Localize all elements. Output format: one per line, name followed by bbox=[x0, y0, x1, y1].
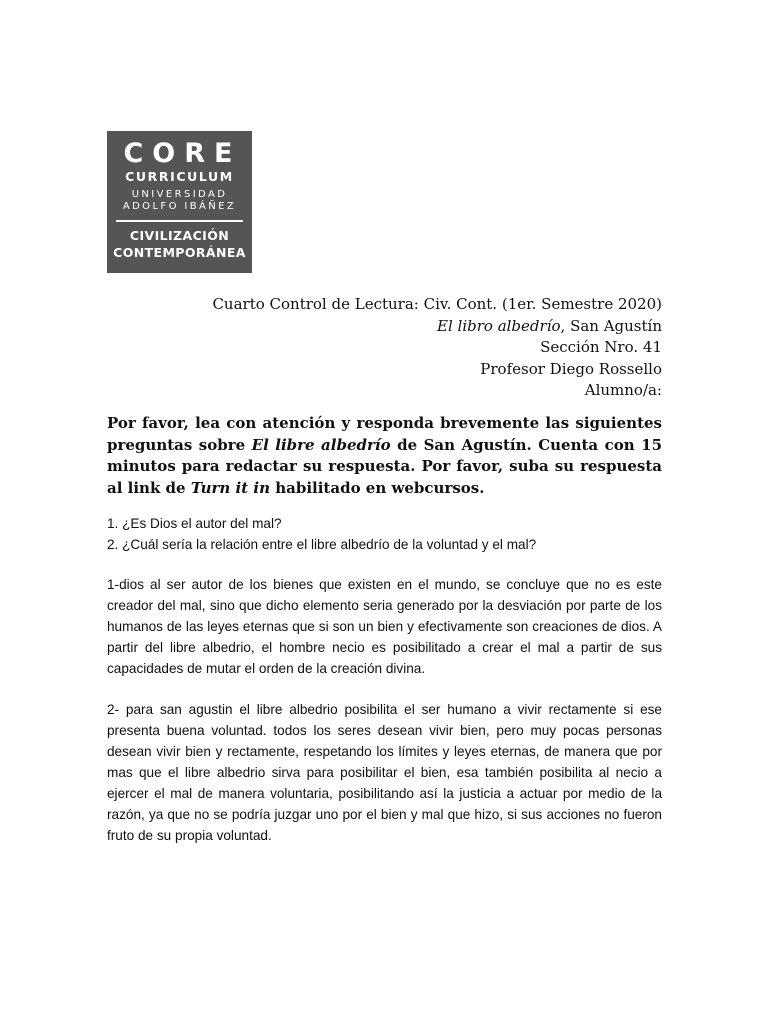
instructions-text-1: Por favor, lea con atención y responda brevemente las siguientes preguntas sobre bbox=[107, 414, 662, 454]
header-book bbox=[212, 316, 662, 338]
logo-curriculum-text: CURRICULUM bbox=[125, 169, 234, 184]
header-professor: Profesor Diego Rossello bbox=[480, 359, 662, 378]
instructions-turnitin: Turn it in bbox=[190, 478, 270, 497]
instructions bbox=[107, 413, 662, 499]
questions-list bbox=[107, 513, 667, 555]
logo-university-text: UNIVERSIDAD bbox=[131, 189, 228, 200]
logo-university-name: ADOLFO IBÁÑEZ bbox=[122, 201, 237, 212]
question-2: 2. ¿Cuál sería la relación entre el libre albedrío de la voluntad y el mal? bbox=[107, 537, 537, 552]
answer-2: 2- para san agustin el libre albedrio posibilita el ser humano a vivir rectamente si ese presenta buena voluntad. todos los seres desean vivir bien, pero muy pocas personas desean vivir bien y rectamente, respetando los límites y leyes eternas, de manera que por mas que el libre albedrio sirva para posibilitar el bien, esa también posibilita al necio a ejercer el mal de manera voluntaria, posibilitando así la justicia a actuar por medio de la razón, ya que no se podría juzgar uno por el bien y mal que hizo, si sus acciones no fueron fruto de su propia voluntad. bbox=[107, 702, 662, 843]
document-header bbox=[212, 294, 662, 402]
header-title: Cuarto Control de Lectura: Civ. Cont. (1er. Semestre 2020) bbox=[212, 295, 662, 313]
book-title: El libro albedrío bbox=[437, 316, 561, 335]
header-section: Sección Nro. 41 bbox=[540, 338, 662, 356]
logo-course-line1: CIVILIZACIÓN bbox=[129, 228, 230, 243]
book-author: , San Agustín bbox=[560, 316, 662, 335]
question-1: 1. ¿Es Dios el autor del mal? bbox=[107, 516, 282, 531]
logo-course-line2: CONTEMPORÁNEA bbox=[113, 245, 246, 260]
instructions-book-title: El libre albedrío bbox=[251, 435, 391, 454]
instructions-text-2: de San Agustín. Cuenta con 15 minutos para redactar su respuesta. Por favor, suba su respuesta al link de bbox=[107, 435, 663, 497]
core-curriculum-logo bbox=[107, 131, 252, 273]
logo-core-text: CORE bbox=[123, 138, 242, 169]
header-student: Alumno/a: bbox=[584, 381, 662, 399]
instructions-text-3: habilitado en webcursos. bbox=[270, 478, 485, 497]
answer-1: 1-dios al ser autor de los bienes que existen en el mundo, se concluye que no es este creador del mal, sino que dicho elemento seria generado por la desviación por parte de los humanos de las leyes eternas que si son un bien y efectivamente son creaciones de dios. A partir del libre albedrio, el hombre necio es posibilitado a crear el mal a partir de sus capacidades de mutar el orden de la creación divina. bbox=[107, 577, 662, 676]
logo-divider bbox=[116, 220, 243, 222]
